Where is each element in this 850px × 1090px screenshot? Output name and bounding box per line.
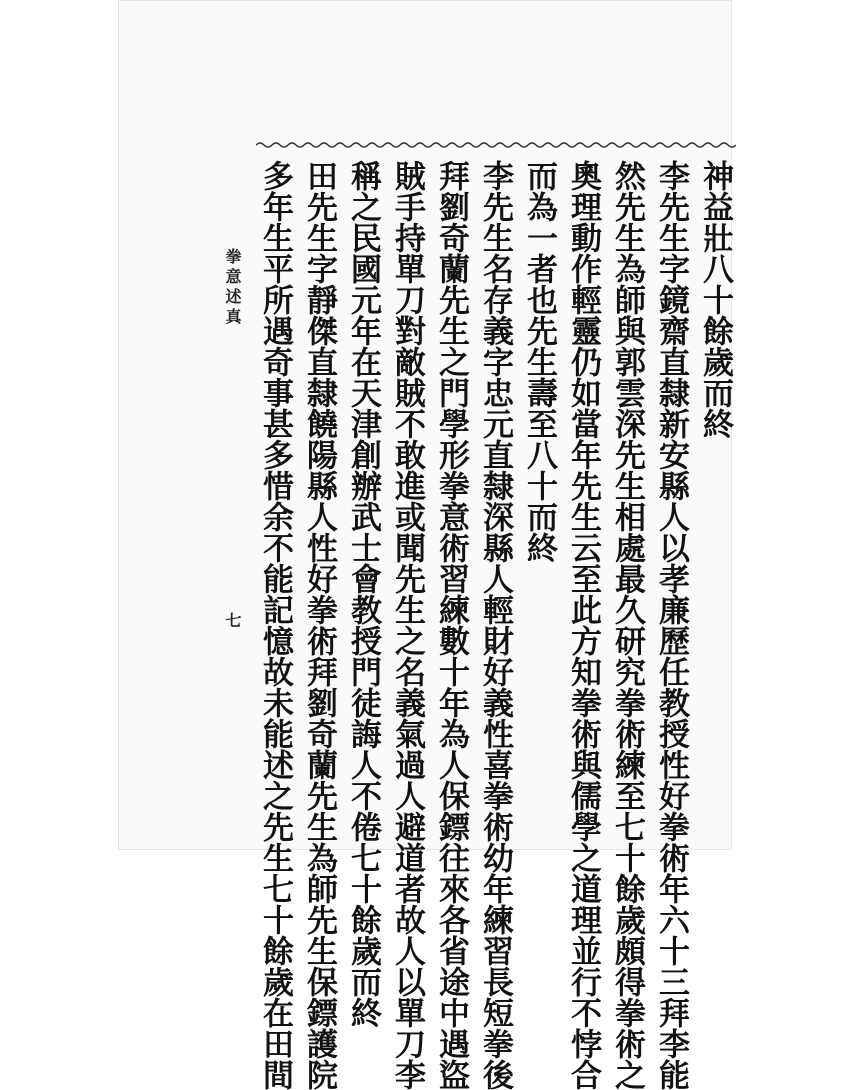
text-column-2: 李先生字鏡齋直隸新安縣人以孝廉歷任教授性好拳術年六十三拜李能 [653,160,689,1090]
text-column-8: 賊手持單刀對敵賊不敢進或聞先生之名義氣過人避道者故人以單刀李 [389,160,425,1090]
text-column-7: 拜劉奇蘭先生之門學形拳意術習練數十年為人保鏢往來各省途中遇盜 [433,160,469,1090]
text-column-9: 稱之民國元年在天津創辦武士會教授門徒誨人不倦七十餘歲而終 [345,160,381,1028]
text-column-5: 而為一者也先生壽至八十而終 [521,160,557,563]
book-title-header: 拳意述真 [223,248,242,328]
text-column-1: 神益壯八十餘歲而終 [697,160,733,439]
text-column-11: 多年生平所遇奇事甚多惜余不能記憶故未能述之先生七十餘歲在田間 [257,160,293,1090]
decorative-wavy-rule [256,140,736,150]
text-column-6: 李先生名存義字忠元直隸深縣人輕財好義性喜拳術幼年練習長短拳後 [477,160,513,1090]
text-column-3: 然先生為師與郭雲深先生相處最久研究拳術練至七十餘歲頗得拳術之 [609,160,645,1090]
text-column-10: 田先生字靜傑直隸饒陽縣人性好拳術拜劉奇蘭先生為師先生保鏢護院 [301,160,337,1090]
text-column-4: 奧理動作輕靈仍如當年先生云至此方知拳術與儒學之道理並行不悖合 [565,160,601,1090]
page-number: 七 [223,612,242,632]
